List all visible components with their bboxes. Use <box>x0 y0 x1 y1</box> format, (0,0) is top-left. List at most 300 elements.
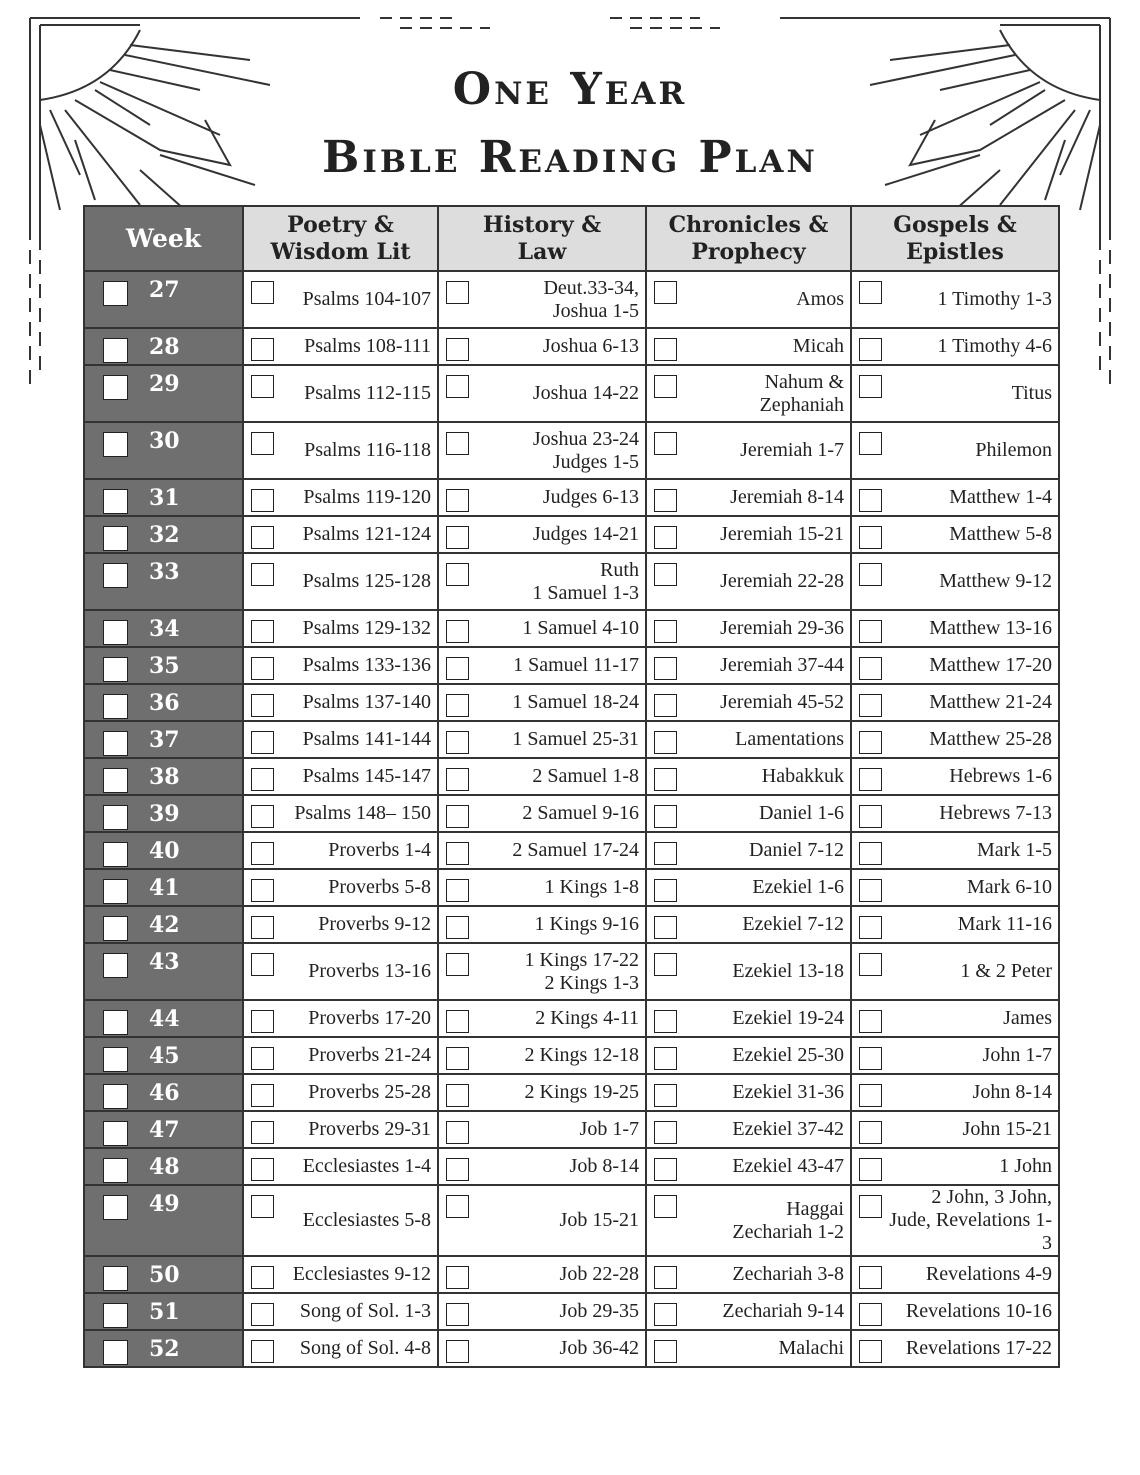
week-checkbox[interactable] <box>103 1121 128 1146</box>
reading-label: Mark 11-16 <box>957 913 1052 935</box>
reading-label: Lamentations <box>735 728 844 750</box>
reading-label: Proverbs 13-16 <box>308 960 431 982</box>
reading-cell-poetry <box>243 906 438 943</box>
reading-cell-history <box>438 422 646 479</box>
reading-label: Joshua 6-13 <box>542 335 639 357</box>
reading-cell-prophecy <box>646 1000 851 1037</box>
week-checkbox[interactable] <box>103 1195 128 1220</box>
reading-checkbox[interactable] <box>251 563 274 586</box>
reading-label: Hebrews 7-13 <box>939 802 1052 824</box>
reading-checkbox[interactable] <box>859 1158 882 1181</box>
week-checkbox[interactable] <box>103 1047 128 1072</box>
reading-cell-poetry <box>243 365 438 422</box>
reading-checkbox[interactable] <box>251 953 274 976</box>
table-row <box>84 328 1059 365</box>
reading-label: Psalms 116-118 <box>304 439 431 461</box>
week-number: 44 <box>149 1006 180 1032</box>
reading-cell-gospels <box>851 1111 1059 1148</box>
reading-checkbox[interactable] <box>251 842 274 865</box>
reading-label: Job 8-14 <box>569 1155 639 1177</box>
reading-checkbox[interactable] <box>654 1010 677 1033</box>
week-checkbox[interactable] <box>103 526 128 551</box>
reading-label: 2 Kings 12-18 <box>524 1044 639 1066</box>
reading-checkbox[interactable] <box>654 281 677 304</box>
reading-label: Job 29-35 <box>559 1300 639 1322</box>
reading-cell-prophecy <box>646 758 851 795</box>
reading-checkbox[interactable] <box>859 953 882 976</box>
reading-checkbox[interactable] <box>446 694 469 717</box>
reading-label: John 8-14 <box>972 1081 1052 1103</box>
reading-checkbox[interactable] <box>251 1158 274 1181</box>
reading-cell-poetry <box>243 271 438 328</box>
reading-label: Proverbs 21-24 <box>308 1044 431 1066</box>
reading-checkbox[interactable] <box>251 1340 274 1363</box>
reading-cell-poetry <box>243 610 438 647</box>
reading-label: 1 Samuel 11-17 <box>513 654 639 676</box>
reading-checkbox[interactable] <box>654 526 677 549</box>
reading-checkbox[interactable] <box>859 1266 882 1289</box>
reading-checkbox[interactable] <box>654 657 677 680</box>
reading-checkbox[interactable] <box>446 1121 469 1144</box>
week-cell <box>84 365 243 422</box>
week-checkbox[interactable] <box>103 620 128 645</box>
reading-label: James <box>1003 1007 1052 1029</box>
reading-checkbox[interactable] <box>251 1121 274 1144</box>
reading-cell-prophecy <box>646 1293 851 1330</box>
week-checkbox[interactable] <box>103 657 128 682</box>
reading-cell-poetry <box>243 647 438 684</box>
reading-label: Ezekiel 31-36 <box>732 1081 844 1103</box>
table-row <box>84 943 1059 1000</box>
reading-label: Psalms 119-120 <box>303 486 431 508</box>
reading-cell-gospels <box>851 832 1059 869</box>
header-chronicles <box>646 206 851 271</box>
reading-checkbox[interactable] <box>654 1340 677 1363</box>
reading-label: Deut.33-34, Joshua 1-5 <box>543 276 639 322</box>
page-title-line-1: One Year <box>452 64 688 115</box>
reading-checkbox[interactable] <box>654 916 677 939</box>
reading-label: Matthew 9-12 <box>939 570 1052 592</box>
reading-checkbox[interactable] <box>859 489 882 512</box>
week-number: 45 <box>149 1043 180 1069</box>
reading-cell-poetry <box>243 422 438 479</box>
reading-cell-history <box>438 1185 646 1256</box>
reading-checkbox[interactable] <box>654 489 677 512</box>
reading-cell-gospels <box>851 422 1059 479</box>
reading-label: Job 1-7 <box>579 1118 639 1140</box>
header-poetry <box>243 206 438 271</box>
reading-checkbox[interactable] <box>654 1121 677 1144</box>
table-row <box>84 1293 1059 1330</box>
week-number: 34 <box>149 616 180 642</box>
reading-label: Matthew 25-28 <box>929 728 1052 750</box>
week-checkbox[interactable] <box>103 1084 128 1109</box>
reading-cell-prophecy <box>646 553 851 610</box>
reading-label: Malachi <box>778 1337 844 1359</box>
week-checkbox[interactable] <box>103 338 128 363</box>
week-checkbox[interactable] <box>103 1158 128 1183</box>
table-row <box>84 1185 1059 1256</box>
reading-checkbox[interactable] <box>859 1047 882 1070</box>
reading-cell-gospels <box>851 479 1059 516</box>
reading-cell-gospels <box>851 1185 1059 1256</box>
week-checkbox[interactable] <box>103 281 128 306</box>
reading-checkbox[interactable] <box>859 375 882 398</box>
reading-checkbox[interactable] <box>251 526 274 549</box>
table-row <box>84 1037 1059 1074</box>
reading-checkbox[interactable] <box>859 1121 882 1144</box>
reading-cell-history <box>438 684 646 721</box>
week-checkbox[interactable] <box>103 916 128 941</box>
reading-label: Mark 1-5 <box>977 839 1052 861</box>
reading-cell-poetry <box>243 758 438 795</box>
table-row <box>84 365 1059 422</box>
reading-checkbox[interactable] <box>654 563 677 586</box>
reading-checkbox[interactable] <box>859 842 882 865</box>
week-number: 41 <box>149 875 180 901</box>
reading-label: 1 Kings 9-16 <box>534 913 639 935</box>
reading-cell-gospels <box>851 1037 1059 1074</box>
week-cell <box>84 906 243 943</box>
reading-checkbox[interactable] <box>251 375 274 398</box>
table-row <box>84 721 1059 758</box>
reading-checkbox[interactable] <box>446 526 469 549</box>
reading-label: 1 Samuel 18-24 <box>512 691 639 713</box>
reading-checkbox[interactable] <box>654 620 677 643</box>
reading-label: 1 & 2 Peter <box>960 960 1052 982</box>
reading-checkbox[interactable] <box>446 432 469 455</box>
reading-cell-poetry <box>243 1148 438 1185</box>
reading-label: Proverbs 25-28 <box>308 1081 431 1103</box>
week-cell <box>84 721 243 758</box>
reading-cell-poetry <box>243 721 438 758</box>
reading-checkbox[interactable] <box>654 805 677 828</box>
reading-checkbox[interactable] <box>446 1158 469 1181</box>
reading-checkbox[interactable] <box>859 1195 882 1218</box>
reading-label: Job 22-28 <box>559 1263 639 1285</box>
week-checkbox[interactable] <box>103 1010 128 1035</box>
reading-cell-history <box>438 1330 646 1367</box>
reading-checkbox[interactable] <box>859 620 882 643</box>
reading-cell-prophecy <box>646 869 851 906</box>
reading-checkbox[interactable] <box>251 657 274 680</box>
reading-cell-history <box>438 516 646 553</box>
reading-checkbox[interactable] <box>859 526 882 549</box>
reading-checkbox[interactable] <box>446 657 469 680</box>
reading-cell-prophecy <box>646 1330 851 1367</box>
reading-label: John 15-21 <box>962 1118 1052 1140</box>
reading-cell-prophecy <box>646 422 851 479</box>
reading-checkbox[interactable] <box>446 842 469 865</box>
reading-checkbox[interactable] <box>446 1266 469 1289</box>
week-number: 35 <box>149 653 180 679</box>
reading-checkbox[interactable] <box>251 620 274 643</box>
reading-checkbox[interactable] <box>251 1195 274 1218</box>
reading-checkbox[interactable] <box>654 694 677 717</box>
reading-label: Job 15-21 <box>559 1209 639 1231</box>
reading-checkbox[interactable] <box>446 1084 469 1107</box>
reading-label: Daniel 1-6 <box>759 802 844 824</box>
week-cell <box>84 684 243 721</box>
reading-checkbox[interactable] <box>446 1047 469 1070</box>
reading-checkbox[interactable] <box>251 1303 274 1326</box>
reading-label: Psalms 133-136 <box>302 654 431 676</box>
reading-checkbox[interactable] <box>859 338 882 361</box>
week-number: 36 <box>149 690 180 716</box>
reading-cell-prophecy <box>646 1148 851 1185</box>
reading-checkbox[interactable] <box>446 375 469 398</box>
reading-label: Matthew 5-8 <box>949 523 1052 545</box>
table-row <box>84 795 1059 832</box>
reading-label: Habakkuk <box>761 765 844 787</box>
reading-cell-prophecy <box>646 328 851 365</box>
reading-checkbox[interactable] <box>251 281 274 304</box>
reading-checkbox[interactable] <box>446 489 469 512</box>
reading-checkbox[interactable] <box>859 916 882 939</box>
table-row <box>84 906 1059 943</box>
reading-cell-poetry <box>243 1037 438 1074</box>
table-header-row <box>84 206 1059 271</box>
reading-checkbox[interactable] <box>654 1047 677 1070</box>
week-cell <box>84 869 243 906</box>
reading-checkbox[interactable] <box>654 768 677 791</box>
reading-cell-history <box>438 869 646 906</box>
reading-cell-poetry <box>243 328 438 365</box>
reading-label: Psalms 129-132 <box>302 617 431 639</box>
reading-checkbox[interactable] <box>859 563 882 586</box>
reading-label: Matthew 21-24 <box>929 691 1052 713</box>
reading-checkbox[interactable] <box>859 731 882 754</box>
reading-checkbox[interactable] <box>446 953 469 976</box>
reading-checkbox[interactable] <box>446 1303 469 1326</box>
reading-checkbox[interactable] <box>654 953 677 976</box>
week-number: 40 <box>149 838 180 864</box>
reading-checkbox[interactable] <box>251 1266 274 1289</box>
week-cell <box>84 553 243 610</box>
reading-label: Micah <box>792 335 844 357</box>
table-row <box>84 1000 1059 1037</box>
reading-cell-history <box>438 943 646 1000</box>
reading-checkbox[interactable] <box>251 338 274 361</box>
week-checkbox[interactable] <box>103 1340 128 1365</box>
reading-cell-history <box>438 1037 646 1074</box>
reading-label: Daniel 7-12 <box>749 839 844 861</box>
reading-cell-history <box>438 1074 646 1111</box>
reading-cell-gospels <box>851 1148 1059 1185</box>
reading-label: Psalms 137-140 <box>302 691 431 713</box>
reading-checkbox[interactable] <box>654 731 677 754</box>
week-checkbox[interactable] <box>103 953 128 978</box>
week-cell <box>84 943 243 1000</box>
reading-label: Jeremiah 45-52 <box>720 691 844 713</box>
reading-label: Joshua 14-22 <box>532 382 639 404</box>
reading-checkbox[interactable] <box>446 916 469 939</box>
reading-cell-poetry <box>243 1000 438 1037</box>
table-row <box>84 832 1059 869</box>
reading-checkbox[interactable] <box>859 1084 882 1107</box>
reading-cell-gospels <box>851 647 1059 684</box>
header-poetry-label: Poetry & Wisdom Lit <box>270 211 411 265</box>
page-title-line-2: Bible Reading Plan <box>322 132 818 183</box>
reading-label: Jeremiah 8-14 <box>730 486 844 508</box>
reading-label: Ezekiel 13-18 <box>732 960 844 982</box>
reading-cell-history <box>438 328 646 365</box>
table-row <box>84 758 1059 795</box>
reading-checkbox[interactable] <box>654 1266 677 1289</box>
reading-cell-gospels <box>851 1074 1059 1111</box>
reading-checkbox[interactable] <box>251 432 274 455</box>
week-checkbox[interactable] <box>103 842 128 867</box>
reading-checkbox[interactable] <box>859 1340 882 1363</box>
reading-cell-prophecy <box>646 832 851 869</box>
reading-label: Ecclesiastes 9-12 <box>292 1263 431 1285</box>
reading-checkbox[interactable] <box>654 842 677 865</box>
reading-cell-prophecy <box>646 943 851 1000</box>
reading-checkbox[interactable] <box>446 731 469 754</box>
reading-checkbox[interactable] <box>251 768 274 791</box>
reading-label: Job 36-42 <box>559 1337 639 1359</box>
reading-checkbox[interactable] <box>859 879 882 902</box>
week-cell <box>84 1000 243 1037</box>
reading-cell-prophecy <box>646 1111 851 1148</box>
reading-cell-poetry <box>243 1111 438 1148</box>
reading-checkbox[interactable] <box>446 1010 469 1033</box>
week-checkbox[interactable] <box>103 489 128 514</box>
week-checkbox[interactable] <box>103 694 128 719</box>
reading-cell-gospels <box>851 271 1059 328</box>
reading-cell-history <box>438 553 646 610</box>
reading-checkbox[interactable] <box>251 1047 274 1070</box>
week-number: 51 <box>149 1299 180 1325</box>
reading-checkbox[interactable] <box>446 1195 469 1218</box>
reading-checkbox[interactable] <box>654 338 677 361</box>
week-number: 50 <box>149 1262 180 1288</box>
reading-checkbox[interactable] <box>251 731 274 754</box>
week-checkbox[interactable] <box>103 375 128 400</box>
reading-cell-poetry <box>243 795 438 832</box>
reading-checkbox[interactable] <box>446 620 469 643</box>
reading-checkbox[interactable] <box>859 432 882 455</box>
reading-checkbox[interactable] <box>251 1084 274 1107</box>
reading-checkbox[interactable] <box>446 338 469 361</box>
week-cell <box>84 422 243 479</box>
reading-checkbox[interactable] <box>251 489 274 512</box>
reading-checkbox[interactable] <box>446 879 469 902</box>
week-checkbox[interactable] <box>103 432 128 457</box>
week-number: 33 <box>149 559 180 585</box>
week-number: 30 <box>149 428 180 454</box>
week-checkbox[interactable] <box>103 1303 128 1328</box>
table-row <box>84 1330 1059 1367</box>
reading-label: Ezekiel 43-47 <box>732 1155 844 1177</box>
week-checkbox[interactable] <box>103 879 128 904</box>
header-gospels <box>851 206 1059 271</box>
week-checkbox[interactable] <box>103 731 128 756</box>
reading-label: Proverbs 9-12 <box>318 913 431 935</box>
reading-checkbox[interactable] <box>446 563 469 586</box>
reading-cell-gospels <box>851 1256 1059 1293</box>
reading-checkbox[interactable] <box>251 879 274 902</box>
reading-label: Proverbs 1-4 <box>328 839 431 861</box>
reading-checkbox[interactable] <box>654 879 677 902</box>
reading-checkbox[interactable] <box>446 281 469 304</box>
reading-cell-prophecy <box>646 684 851 721</box>
reading-label: Jeremiah 29-36 <box>720 617 844 639</box>
week-checkbox[interactable] <box>103 563 128 588</box>
reading-checkbox[interactable] <box>251 916 274 939</box>
reading-checkbox[interactable] <box>654 1303 677 1326</box>
reading-checkbox[interactable] <box>654 432 677 455</box>
reading-checkbox[interactable] <box>859 1010 882 1033</box>
reading-checkbox[interactable] <box>654 1158 677 1181</box>
reading-cell-poetry <box>243 479 438 516</box>
reading-cell-poetry <box>243 832 438 869</box>
week-checkbox[interactable] <box>103 768 128 793</box>
reading-checkbox[interactable] <box>859 805 882 828</box>
reading-label: Jeremiah 1-7 <box>740 439 844 461</box>
reading-label: Psalms 125-128 <box>302 570 431 592</box>
reading-label: Hebrews 1-6 <box>949 765 1052 787</box>
reading-label: Ezekiel 19-24 <box>732 1007 844 1029</box>
reading-cell-prophecy <box>646 1185 851 1256</box>
table-body <box>84 271 1059 1367</box>
week-cell <box>84 1256 243 1293</box>
reading-checkbox[interactable] <box>859 1303 882 1326</box>
reading-label: Titus <box>1011 382 1052 404</box>
reading-checkbox[interactable] <box>859 657 882 680</box>
reading-checkbox[interactable] <box>446 805 469 828</box>
reading-label: Psalms 112-115 <box>304 382 431 404</box>
reading-cell-history <box>438 479 646 516</box>
table-row <box>84 1148 1059 1185</box>
reading-checkbox[interactable] <box>654 1195 677 1218</box>
reading-label: Matthew 13-16 <box>929 617 1052 639</box>
week-cell <box>84 479 243 516</box>
reading-checkbox[interactable] <box>859 768 882 791</box>
reading-checkbox[interactable] <box>859 694 882 717</box>
reading-cell-prophecy <box>646 721 851 758</box>
reading-label: 2 John, 3 John, Jude, Revelations 1-3 <box>889 1186 1052 1254</box>
reading-checkbox[interactable] <box>859 281 882 304</box>
reading-checkbox[interactable] <box>251 1010 274 1033</box>
reading-checkbox[interactable] <box>654 375 677 398</box>
reading-label: Ecclesiastes 5-8 <box>302 1209 431 1231</box>
reading-cell-prophecy <box>646 647 851 684</box>
week-checkbox[interactable] <box>103 1266 128 1291</box>
reading-cell-poetry <box>243 1074 438 1111</box>
reading-checkbox[interactable] <box>251 805 274 828</box>
reading-cell-history <box>438 758 646 795</box>
header-gospels-label: Gospels & Epistles <box>893 211 1017 265</box>
reading-cell-gospels <box>851 365 1059 422</box>
reading-checkbox[interactable] <box>446 768 469 791</box>
reading-cell-history <box>438 365 646 422</box>
reading-label: Zechariah 9-14 <box>722 1300 844 1322</box>
reading-checkbox[interactable] <box>654 1084 677 1107</box>
reading-cell-prophecy <box>646 1037 851 1074</box>
week-number: 43 <box>149 949 180 975</box>
reading-label: Matthew 1-4 <box>949 486 1052 508</box>
reading-cell-poetry <box>243 869 438 906</box>
week-number: 31 <box>149 485 180 511</box>
reading-checkbox[interactable] <box>251 694 274 717</box>
reading-cell-history <box>438 647 646 684</box>
reading-label: Psalms 104-107 <box>302 288 431 310</box>
reading-label: Ruth 1 Samuel 1-3 <box>532 558 639 604</box>
week-checkbox[interactable] <box>103 805 128 830</box>
reading-checkbox[interactable] <box>446 1340 469 1363</box>
reading-cell-prophecy <box>646 271 851 328</box>
